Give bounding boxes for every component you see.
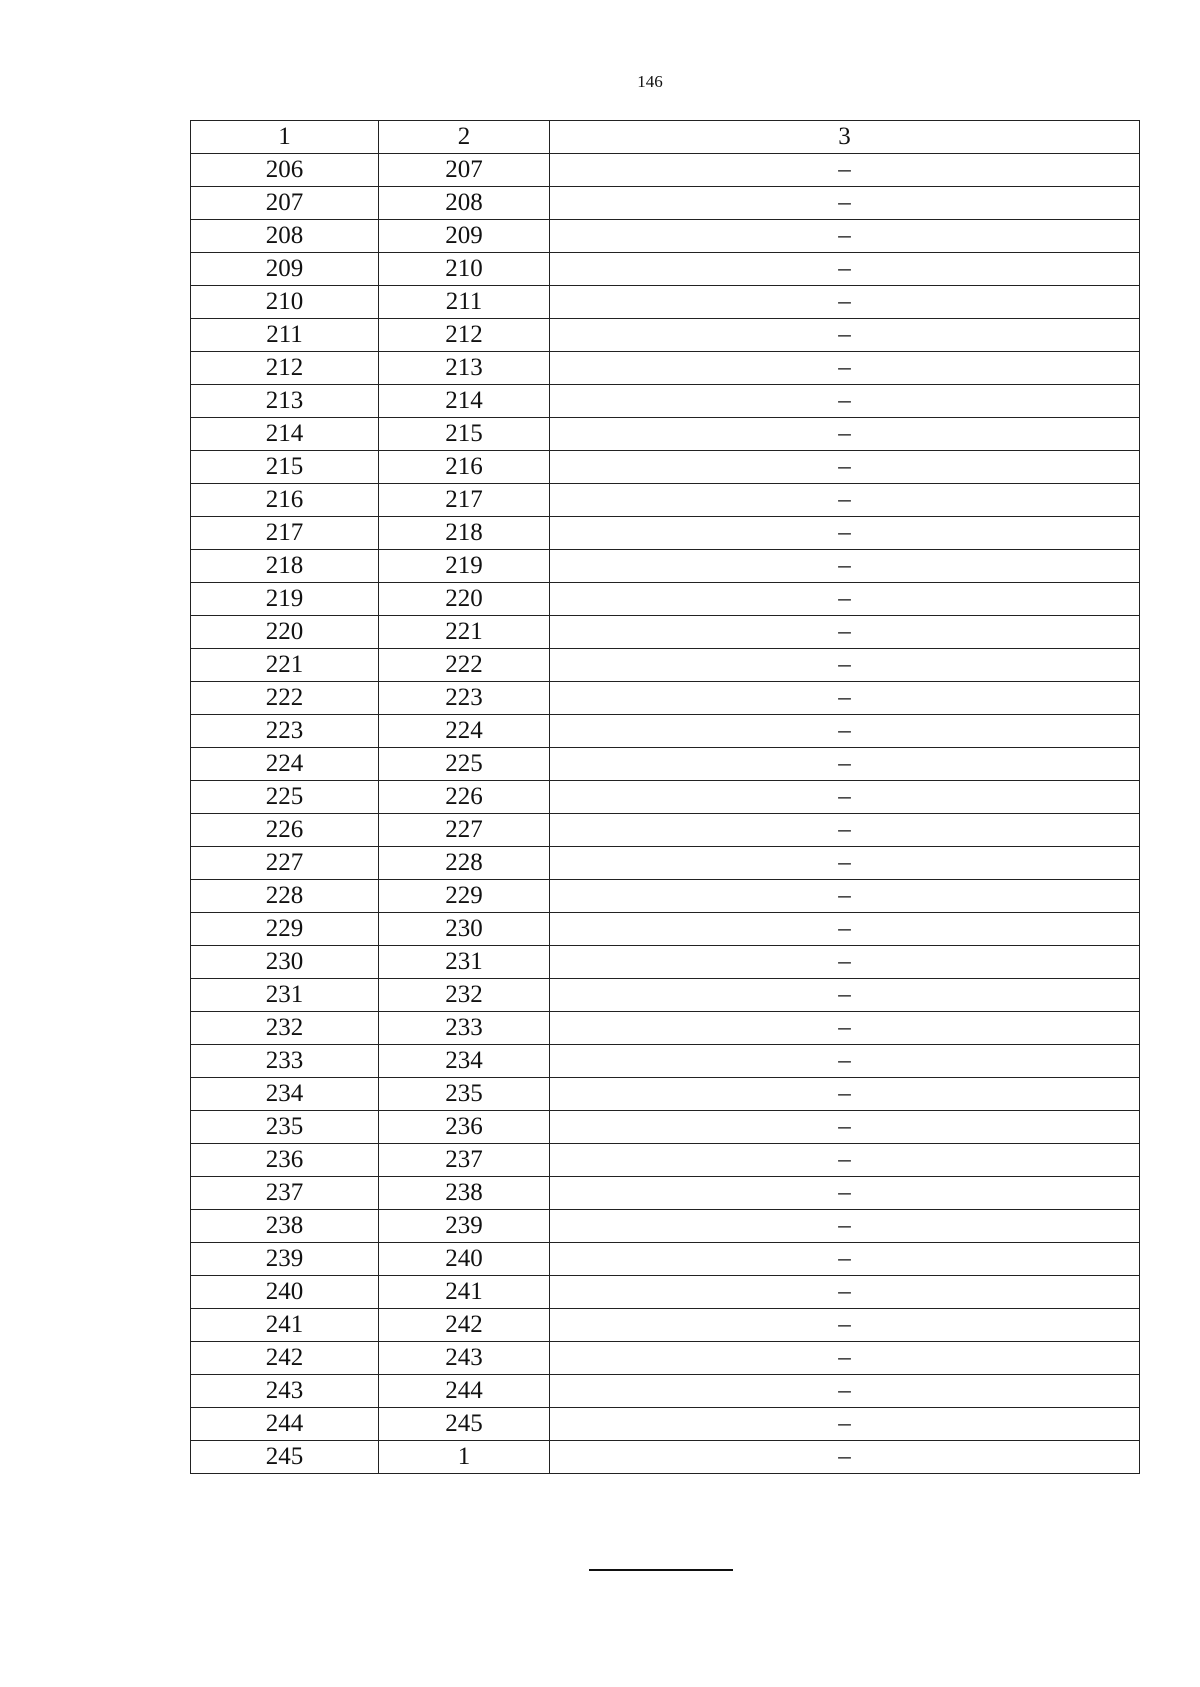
table-cell-col3: –: [550, 1441, 1140, 1474]
table-cell-col1: 240: [191, 1276, 379, 1309]
table-row: [191, 319, 1140, 352]
table-cell-col3: –: [550, 1177, 1140, 1210]
table-cell-col3: –: [550, 319, 1140, 352]
table-row: [191, 748, 1140, 781]
table-cell-col2: 236: [379, 1111, 550, 1144]
table-row: [191, 946, 1140, 979]
table-cell-col2: 207: [379, 154, 550, 187]
table-row: [191, 352, 1140, 385]
table-row: [191, 1375, 1140, 1408]
table-cell-col3: –: [550, 1078, 1140, 1111]
table-cell-col3: –: [550, 781, 1140, 814]
table-cell-col2: 235: [379, 1078, 550, 1111]
table-cell-col1: 207: [191, 187, 379, 220]
table-row: [191, 1342, 1140, 1375]
table-cell-col2: 228: [379, 847, 550, 880]
table-cell-col2: 224: [379, 715, 550, 748]
table-cell-col1: 224: [191, 748, 379, 781]
table-cell-col3: –: [550, 1210, 1140, 1243]
table-row: [191, 451, 1140, 484]
table-cell-col3: –: [550, 946, 1140, 979]
table-cell-col3: –: [550, 385, 1140, 418]
table-cell-col3: –: [550, 1309, 1140, 1342]
table-cell-col2: 216: [379, 451, 550, 484]
column-header-1: 1: [191, 121, 379, 154]
table-row: [191, 616, 1140, 649]
table-cell-col1: 244: [191, 1408, 379, 1441]
table-row: [191, 154, 1140, 187]
table-row: [191, 286, 1140, 319]
table-row: [191, 484, 1140, 517]
table-cell-col2: 241: [379, 1276, 550, 1309]
table-cell-col2: 239: [379, 1210, 550, 1243]
table-cell-col1: 232: [191, 1012, 379, 1045]
table-cell-col1: 245: [191, 1441, 379, 1474]
table-row: [191, 385, 1140, 418]
table-cell-col3: –: [550, 484, 1140, 517]
table-cell-col1: 225: [191, 781, 379, 814]
table-cell-col1: 220: [191, 616, 379, 649]
table-cell-col3: –: [550, 616, 1140, 649]
table-row: [191, 1276, 1140, 1309]
table-cell-col3: –: [550, 913, 1140, 946]
table-row: [191, 1309, 1140, 1342]
table-row: [191, 220, 1140, 253]
table-cell-col1: 211: [191, 319, 379, 352]
table-cell-col1: 206: [191, 154, 379, 187]
table-body: [191, 154, 1140, 1474]
table-cell-col3: –: [550, 220, 1140, 253]
table-cell-col3: –: [550, 1111, 1140, 1144]
table-cell-col3: –: [550, 649, 1140, 682]
table-row: [191, 847, 1140, 880]
table-cell-col1: 241: [191, 1309, 379, 1342]
table-row: [191, 517, 1140, 550]
table-cell-col2: 243: [379, 1342, 550, 1375]
table-cell-col3: –: [550, 550, 1140, 583]
table-row: [191, 1210, 1140, 1243]
table-row: [191, 1111, 1140, 1144]
table-cell-col1: 226: [191, 814, 379, 847]
table-cell-col3: –: [550, 451, 1140, 484]
table-cell-col2: 231: [379, 946, 550, 979]
table-cell-col2: 238: [379, 1177, 550, 1210]
table-cell-col2: 240: [379, 1243, 550, 1276]
table-cell-col1: 227: [191, 847, 379, 880]
table-cell-col1: 243: [191, 1375, 379, 1408]
column-header-2: 2: [379, 121, 550, 154]
end-of-page-rule: [589, 1569, 733, 1571]
table-cell-col1: 217: [191, 517, 379, 550]
column-header-3: 3: [550, 121, 1140, 154]
table-cell-col3: –: [550, 517, 1140, 550]
table-cell-col3: –: [550, 748, 1140, 781]
table-cell-col2: 213: [379, 352, 550, 385]
table-header-row: [191, 121, 1140, 154]
table-cell-col2: 227: [379, 814, 550, 847]
table-cell-col3: –: [550, 979, 1140, 1012]
table-cell-col2: 245: [379, 1408, 550, 1441]
table-cell-col2: 230: [379, 913, 550, 946]
table-row: [191, 1078, 1140, 1111]
table-cell-col1: 231: [191, 979, 379, 1012]
table-cell-col3: –: [550, 1408, 1140, 1441]
table-cell-col3: –: [550, 286, 1140, 319]
table-cell-col1: 238: [191, 1210, 379, 1243]
table-cell-col1: 230: [191, 946, 379, 979]
table-cell-col3: –: [550, 880, 1140, 913]
table-cell-col3: –: [550, 1012, 1140, 1045]
table-cell-col1: 208: [191, 220, 379, 253]
table-cell-col1: 228: [191, 880, 379, 913]
table-row: [191, 781, 1140, 814]
table-cell-col1: 229: [191, 913, 379, 946]
table-cell-col2: 222: [379, 649, 550, 682]
table-row: [191, 880, 1140, 913]
table-cell-col2: 233: [379, 1012, 550, 1045]
table-cell-col2: 209: [379, 220, 550, 253]
table-cell-col2: 221: [379, 616, 550, 649]
table-row: [191, 649, 1140, 682]
table-row: [191, 1243, 1140, 1276]
table-row: [191, 682, 1140, 715]
table-row: [191, 1408, 1140, 1441]
page-number: 146: [637, 72, 663, 91]
table-cell-col1: 209: [191, 253, 379, 286]
table-cell-col2: 225: [379, 748, 550, 781]
table-cell-col2: 215: [379, 418, 550, 451]
table-cell-col3: –: [550, 253, 1140, 286]
table-cell-col1: 221: [191, 649, 379, 682]
table-cell-col3: –: [550, 682, 1140, 715]
table-cell-col1: 216: [191, 484, 379, 517]
table-cell-col2: 234: [379, 1045, 550, 1078]
table-row: [191, 814, 1140, 847]
table-row: [191, 550, 1140, 583]
table-cell-col3: –: [550, 1276, 1140, 1309]
table-cell-col3: –: [550, 814, 1140, 847]
table-row: [191, 1012, 1140, 1045]
table-row: [191, 1144, 1140, 1177]
table-cell-col2: 237: [379, 1144, 550, 1177]
table-cell-col2: 219: [379, 550, 550, 583]
table-cell-col1: 222: [191, 682, 379, 715]
data-table: [190, 120, 1140, 1474]
table-cell-col3: –: [550, 154, 1140, 187]
table-cell-col1: 233: [191, 1045, 379, 1078]
table-cell-col1: 213: [191, 385, 379, 418]
table-cell-col2: 220: [379, 583, 550, 616]
table-cell-col3: –: [550, 1243, 1140, 1276]
table-row: [191, 187, 1140, 220]
table-cell-col2: 232: [379, 979, 550, 1012]
table-row: [191, 418, 1140, 451]
table-cell-col1: 219: [191, 583, 379, 616]
table-cell-col1: 236: [191, 1144, 379, 1177]
table-row: [191, 253, 1140, 286]
table-row: [191, 583, 1140, 616]
table-row: [191, 1045, 1140, 1078]
table-cell-col2: 211: [379, 286, 550, 319]
table-cell-col1: 235: [191, 1111, 379, 1144]
table-cell-col1: 223: [191, 715, 379, 748]
table-cell-col1: 218: [191, 550, 379, 583]
table-cell-col1: 239: [191, 1243, 379, 1276]
table-cell-col2: 217: [379, 484, 550, 517]
table-cell-col2: 208: [379, 187, 550, 220]
table-cell-col3: –: [550, 583, 1140, 616]
table-cell-col3: –: [550, 1144, 1140, 1177]
table-row: [191, 715, 1140, 748]
table-cell-col1: 215: [191, 451, 379, 484]
table-cell-col3: –: [550, 847, 1140, 880]
table-cell-col1: 234: [191, 1078, 379, 1111]
table-cell-col1: 214: [191, 418, 379, 451]
table-cell-col3: –: [550, 418, 1140, 451]
table-cell-col3: –: [550, 187, 1140, 220]
table-cell-col1: 242: [191, 1342, 379, 1375]
table-row: [191, 1441, 1140, 1474]
table-cell-col3: –: [550, 1045, 1140, 1078]
table-cell-col2: 244: [379, 1375, 550, 1408]
table-row: [191, 979, 1140, 1012]
table-cell-col2: 229: [379, 880, 550, 913]
table-cell-col3: –: [550, 1375, 1140, 1408]
table-row: [191, 1177, 1140, 1210]
table-cell-col2: 210: [379, 253, 550, 286]
table-cell-col3: –: [550, 1342, 1140, 1375]
table-cell-col3: –: [550, 715, 1140, 748]
table-row: [191, 913, 1140, 946]
table-cell-col2: 218: [379, 517, 550, 550]
table-cell-col2: 212: [379, 319, 550, 352]
table-cell-col1: 210: [191, 286, 379, 319]
table-cell-col1: 237: [191, 1177, 379, 1210]
table-cell-col3: –: [550, 352, 1140, 385]
table-cell-col2: 214: [379, 385, 550, 418]
table-cell-col2: 226: [379, 781, 550, 814]
table-cell-col1: 212: [191, 352, 379, 385]
table-cell-col2: 1: [379, 1441, 550, 1474]
table-cell-col2: 223: [379, 682, 550, 715]
table-cell-col2: 242: [379, 1309, 550, 1342]
